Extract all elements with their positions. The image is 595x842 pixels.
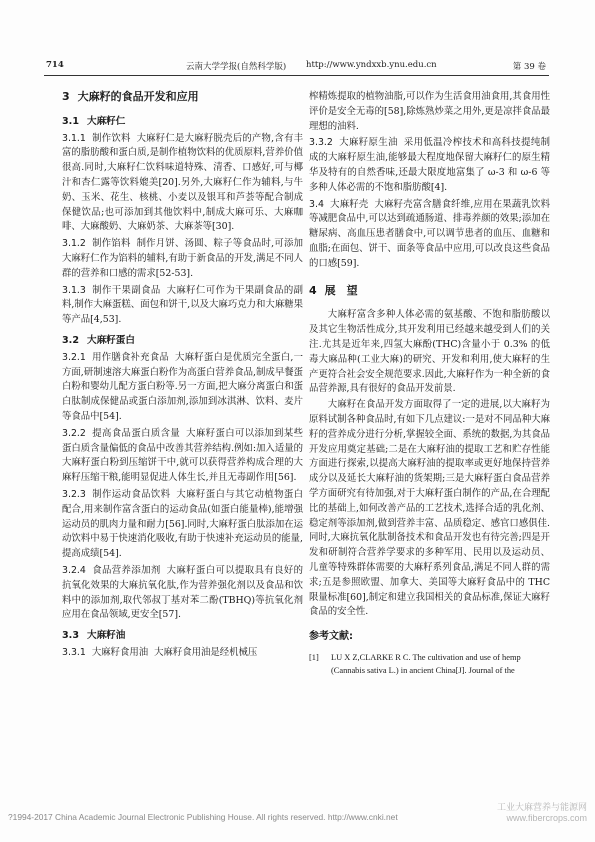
subsection-heading-3-1 — [62, 115, 303, 130]
paragraph-number: 3.4 — [309, 198, 324, 210]
paragraph-text: 制作月饼、汤圆、粽子等食品时,可添加大麻籽仁作为馅料的辅料,有助于新食品的开发,满足不同人群的营养和口感的需求[52-53]. — [62, 238, 303, 279]
watermark — [497, 802, 587, 824]
paragraph-3-2-3 — [62, 488, 303, 562]
journal-volume: 第 39 卷 — [512, 62, 546, 72]
paragraph-number: 3.2.2 — [62, 427, 86, 439]
reference-item — [309, 651, 550, 677]
right-column — [309, 88, 550, 677]
reference-number: [1] — [309, 652, 319, 662]
paragraph-number: 3.1.2 — [62, 238, 86, 250]
paragraph-3-3-1-continued: 榨精炼提取的植物油脂,可以作为生活食用油食用,其食用性评价是安全无毒的[58],除炼熟炒菜之用外,更是凉拌食品最理想的油料. — [309, 91, 550, 132]
paragraph-text: 大麻籽仁可作为干果副食品的副料,制作大麻蛋糕、面包和饼干,以及大麻巧克力和大麻糖果等产品[4,53]. — [62, 284, 303, 326]
watermark-url: www.fibercrops.com — [506, 813, 587, 823]
paragraph-title: 制作运动食品饮料 — [91, 488, 171, 500]
paragraph-3-1-3 — [62, 284, 303, 328]
paragraph-title: 提高食品蛋白质含量 — [91, 427, 181, 439]
paragraph-title: 大麻籽原生油 — [338, 137, 398, 149]
left-column — [62, 88, 303, 661]
paragraph-title: 大麻籽食用油 — [91, 646, 149, 658]
paragraph-title: 食品营养添加剂 — [91, 564, 161, 576]
paragraph-3-1-1 — [62, 132, 303, 236]
page-footer — [8, 802, 587, 823]
section-title: 展 望 — [324, 283, 358, 297]
header-divider — [44, 75, 549, 76]
paragraph-number: 3.1.1 — [62, 132, 86, 144]
paragraph-text: 大麻籽蛋白可以添加到某些蛋白质含量偏低的食品中改善其营养结构.例如:加入适量的大麻籽蛋白粉到压缩饼干中,就可以获得营养构成合理的大麻籽压缩干粮,能明显促进人体生长,并且无毒副作用[56]. — [62, 427, 303, 484]
paragraph-3-4 — [309, 198, 550, 272]
subsection-heading-3-3 — [62, 629, 303, 644]
paragraph-title: 用作膳食补充食品 — [91, 351, 170, 363]
paragraph-3-3-1 — [62, 646, 303, 661]
subsection-title: 大麻籽蛋白 — [87, 334, 135, 346]
copyright-notice: ?1994-2017 China Academic Journal Electronic Publishing House. All rights reserved. http://www.cnki.net — [8, 812, 398, 822]
subsection-heading-3-2 — [62, 334, 303, 349]
paragraph-text: 大麻籽壳富含膳食纤维,应用在果蔬乳饮料等减肥食品中,可以达到疏通肠道、排毒养颜的效果;添加在糖尿病、高血压患者膳食中,可以调节患者的血压、血糖和血脂;在面包、饼干、面条等食品中应用,可以改良这些食品的口感[59]. — [309, 198, 550, 269]
paragraph-text: 大麻籽仁是大麻籽脱壳后的产物,含有丰富的脂肪酸和蛋白质,是制作植物饮料的优质原料,营养价值很高.同时,大麻籽仁饮料味道特殊、清香、口感好,可与椰汁和杏仁露等饮料媲美[20].另外,大麻籽仁作为辅料,与牛奶、玉米、花生、核桃、小麦以及银耳和芦荟等配合制成保健饮品;也可添加到其他饮料中,制成大麻可乐、大麻咖啡、大麻酸奶、大麻奶茶、大麻茶等[30]. — [62, 132, 303, 233]
watermark-name: 工业大麻营养与能源网 — [496, 802, 587, 812]
section-heading-4 — [309, 284, 550, 299]
outlook-paragraph-1: 大麻籽富含多种人体必需的氨基酸、不饱和脂肪酸以及其它生物活性成分,其开发利用已经越来越受到人们的关注.尤其是近年来,四氢大麻酚(THC)含量小于 0.3% 的低毒大麻品种(工业大麻)的研究、开发和利用,使大麻籽的生产更符合社会安全规范要求.因此,大麻籽作为一种全新的食品营养源,具有很好的食品开发前景. — [309, 309, 550, 395]
paragraph-text: 大麻籽蛋白与其它动植物蛋白配合,用来制作富含蛋白的运动食品(如蛋白能量棒),能增强运动员的肌肉力量和耐力[56].同时,大麻籽蛋白肽添加在运动饮料中易于快速消化吸收,有助于快速补充运动员的能量,提高成绩[54]. — [62, 488, 303, 560]
paragraph-number: 3.3.1 — [62, 646, 86, 658]
subsection-title: 大麻籽油 — [87, 630, 126, 642]
section-heading-3 — [62, 90, 303, 105]
subsection-number: 3.1 — [62, 115, 79, 127]
paragraph-3-1-2 — [62, 237, 303, 281]
outlook-paragraph-2: 大麻籽在食品开发方面取得了一定的进展,以大麻籽为原料试制各种食品时,有如下几点建议:一是对不同品种大麻籽的营养成分进行分析,掌握较全面、系统的数据,为其食品开发应用奠定基础;二是在大麻籽油的提取工艺和贮存性能方面进行探索,以提高大麻籽油的提取率或更好地保持营养成分以及延长大麻籽油的货架期;三是大麻籽蛋白食品营养学方面研究有待加强,对于大麻籽蛋白制作的产品,在合理配比的基础上,如何改善产品的工艺技术,选择合适的乳化剂、稳定剂等添加剂,做到营养丰富、品质稳定、感官口感俱佳.同时,大麻抗氧化肽制备技术和食品开发也有待完善;四是开发和研制符合营养学要求的多种军用、民用以及运动员、儿童等特殊群体需要的大麻籽系列食品,满足不同人群的需求;五是参照欧盟、加拿大、美国等大麻籽食品中的 THC 限量标准[60],制定和建立我国相关的食品标准,保证大麻籽食品的安全性. — [309, 399, 550, 618]
paragraph-text: 大麻籽蛋白可以提取具有良好的抗氧化效果的大麻抗氧化肽,作为营养强化剂以及食品和饮料中的添加剂,取代邻叔丁基对苯二酚(TBHQ)等抗氧化剂应用在食品领域,更安全[57]. — [62, 564, 303, 621]
paragraph-number: 3.2.4 — [62, 564, 86, 576]
paragraph-text: 大麻籽食用油是经机械压 — [154, 646, 258, 658]
paragraph-number: 3.3.2 — [309, 137, 333, 149]
journal-url: http://www.yndxxb.ynu.edu.cn — [306, 60, 437, 70]
paragraph-title: 制作饮料 — [91, 132, 131, 144]
subsection-number: 3.3 — [62, 630, 79, 642]
page-number: 714 — [46, 60, 64, 70]
reference-text: LU X Z,CLARKE R C. The cultivation and use of hemp (Cannabis sativa L.) in ancient China[J]. Journal of the — [331, 652, 521, 675]
section-number: 3 — [62, 90, 70, 103]
paragraph-title: 制作干果副食品 — [91, 284, 161, 296]
references-heading: 参考文献: — [309, 631, 353, 643]
subsection-number: 3.2 — [62, 334, 79, 346]
paragraph-number: 3.2.1 — [62, 351, 86, 363]
section-title: 大麻籽的食品开发和应用 — [77, 90, 199, 103]
journal-name: 云南大学学报(自然科学版) — [186, 62, 287, 72]
paragraph-title: 制作馅料 — [91, 238, 131, 250]
paragraph-3-2-1 — [62, 351, 303, 425]
paragraph-title: 大麻籽壳 — [329, 198, 369, 210]
paragraph-3-3-2 — [309, 136, 550, 195]
paragraph-text: 大麻籽蛋白是优质完全蛋白,一方面,研制速溶大麻蛋白粉作为高蛋白营养食品,制成早餐蛋白粉和婴幼儿配方蛋白粉等.另一方面,把大麻分离蛋白和蛋白肽制成保健品或蛋白添加剂,添加到冰淇淋、饮料、麦片等食品中[54]. — [62, 351, 303, 422]
subsection-title: 大麻籽仁 — [87, 115, 126, 127]
section-number: 4 — [309, 283, 317, 297]
paragraph-number: 3.1.3 — [62, 284, 86, 296]
paragraph-text: 采用低温冷榨技术和高科技提纯制成的大麻籽原生油,能够最大程度地保留大麻籽仁的原生精华及特有的自然香味,还最大限度地富集了 ω-3 和 ω-6 等多种人体必需的不饱和脂肪酸[4]. — [309, 137, 550, 193]
paragraph-number: 3.2.3 — [62, 488, 86, 500]
paragraph-3-2-4 — [62, 564, 303, 623]
paragraph-3-2-2 — [62, 427, 303, 486]
